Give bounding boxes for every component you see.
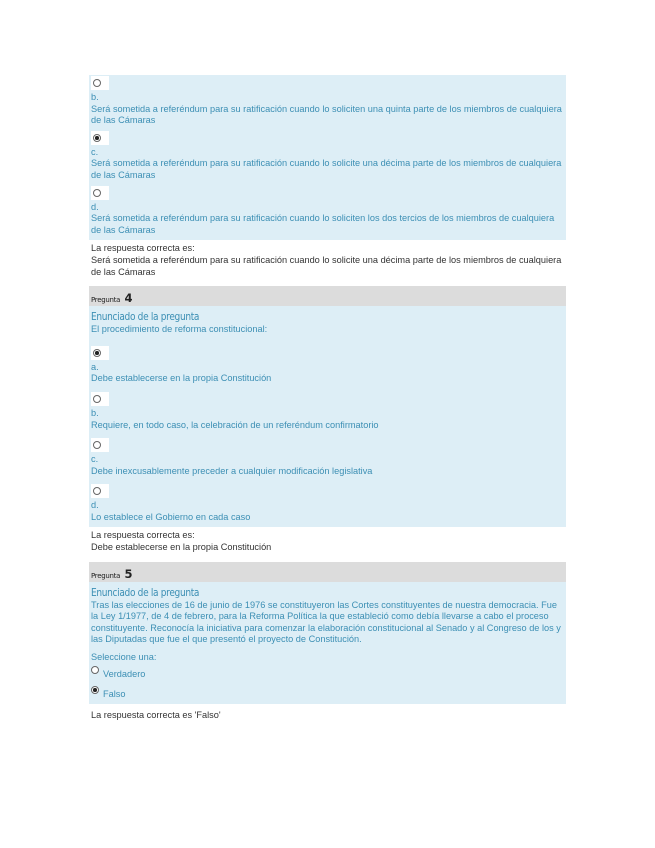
option-d[interactable] <box>89 483 566 527</box>
option-text: Será sometida a referéndum para su ratificación cuando lo soliciten una quinta parte de los miembros de cualquiera de las Cámaras <box>91 103 562 126</box>
option-falso[interactable] <box>89 684 566 704</box>
correct-answer-text: La respuesta correcta es 'Falso' <box>91 710 221 721</box>
option-verdadero[interactable] <box>89 664 566 684</box>
radio-button[interactable] <box>91 346 109 360</box>
option-letter: c. <box>91 146 99 157</box>
radio-button[interactable] <box>91 76 109 90</box>
option-a[interactable] <box>89 345 566 391</box>
question-4-body <box>89 306 566 527</box>
question-3-options <box>89 75 566 240</box>
question-statement <box>89 306 566 336</box>
statement-title: Enunciado de la pregunta <box>91 585 200 599</box>
option-text: Verdadero <box>103 669 146 680</box>
radio-button[interactable] <box>91 484 109 498</box>
option-letter: b. <box>91 407 99 418</box>
radio-button[interactable] <box>91 131 109 145</box>
option-letter: a. <box>91 361 99 372</box>
correct-answer <box>89 704 566 724</box>
question-statement <box>89 582 566 646</box>
statement-text: El procedimiento de reforma constitucional: <box>91 324 268 335</box>
option-b[interactable] <box>89 391 566 437</box>
question-header <box>89 286 566 306</box>
select-one-label: Seleccione una: <box>91 652 157 663</box>
question-number: 4 <box>124 291 133 306</box>
option-letter: b. <box>91 92 99 102</box>
option-text: Debe establecerse en la propia Constitución <box>91 373 272 384</box>
option-text: Será sometida a referéndum para su ratificación cuando lo soliciten los dos tercios de los miembros de cualquiera de las Cámaras <box>91 213 555 235</box>
question-number: 5 <box>124 566 133 581</box>
option-text: Debe inexcusablemente preceder a cualquier modificación legislativa <box>91 465 373 476</box>
question-5-body <box>89 582 566 704</box>
option-letter: d. <box>91 201 99 212</box>
option-b[interactable] <box>89 75 566 130</box>
statement-text: Tras las elecciones de 16 de junio de 1976 se constituyeron las Cortes constituyentes de nuestra democracia. Fue la Ley 1/1977, de 4 de febrero, para la Reforma Política la que estableció como debía llevarse a cabo el proceso constituyente. Reconocía la iniciativa para comenzar la elaboración constitucional al Senado y al Congreso de los y las Diputadas que fue el que presentó el proyecto de Constitución. <box>91 599 561 645</box>
option-letter: d. <box>91 500 99 511</box>
question-header <box>89 562 566 582</box>
radio-button[interactable] <box>91 392 109 406</box>
option-text: Será sometida a referéndum para su ratificación cuando lo solicite una décima parte de los miembros de cualquiera de las Cámaras <box>91 158 562 180</box>
option-text: Lo establece el Gobierno en cada caso <box>91 511 251 522</box>
correct-answer <box>89 527 566 561</box>
option-letter: c. <box>91 454 99 465</box>
radio-button[interactable] <box>91 438 109 452</box>
option-c[interactable] <box>89 130 566 185</box>
correct-answer-label: La respuesta correcta es: <box>91 530 195 541</box>
radio-button[interactable] <box>91 686 99 694</box>
correct-answer-label: La respuesta correcta es: <box>91 243 195 254</box>
correct-answer-text: Debe establecerse en la propia Constitución <box>91 542 272 553</box>
option-d[interactable] <box>89 185 566 241</box>
question-label: Pregunta <box>91 296 121 305</box>
option-text: Falso <box>103 689 126 700</box>
quiz-review-page <box>89 75 566 724</box>
correct-answer <box>89 240 566 286</box>
radio-button[interactable] <box>91 666 99 674</box>
statement-title: Enunciado de la pregunta <box>91 310 200 324</box>
option-text: Requiere, en todo caso, la celebración de un referéndum confirmatorio <box>91 419 379 430</box>
option-c[interactable] <box>89 437 566 483</box>
radio-button[interactable] <box>91 186 109 200</box>
question-label: Pregunta <box>91 571 121 580</box>
correct-answer-text: Será sometida a referéndum para su ratificación cuando lo solicite una décima parte de los miembros de cualquiera de las Cámaras <box>91 254 562 277</box>
